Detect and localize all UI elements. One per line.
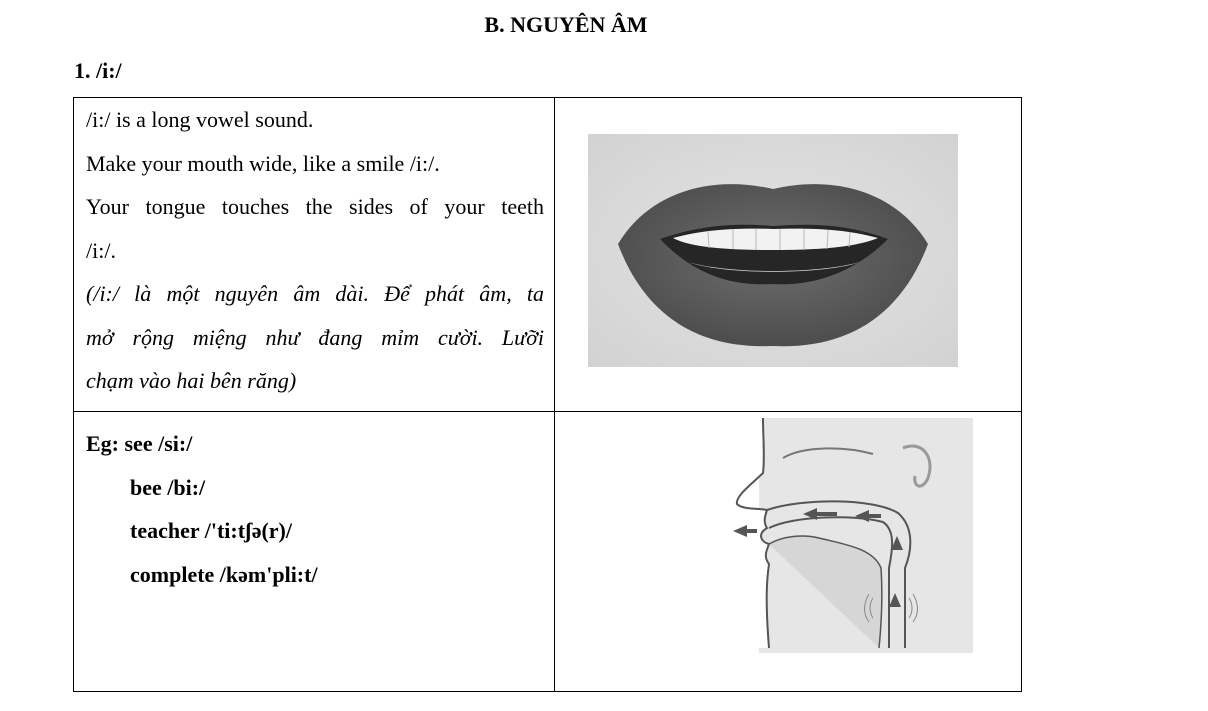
- vowel-table: [73, 97, 1022, 692]
- tongue-diagram-cell: [555, 412, 1022, 692]
- example-line: teacher /'ti:tʃə(r)/: [130, 518, 292, 543]
- description-line: Your tongue touches the sides of your teeth: [86, 194, 544, 219]
- example-line: bee /bi:/: [130, 474, 206, 500]
- page-title: B. NGUYÊN ÂM: [484, 12, 648, 37]
- smiling-lips-image: [588, 134, 958, 367]
- examples-block: [74, 412, 554, 596]
- examples-cell: [74, 412, 555, 692]
- example-line: complete /kəm'pli:t/: [130, 561, 318, 587]
- mouth-image-cell: [555, 98, 1022, 412]
- section-heading: 1. /i:/: [74, 58, 122, 83]
- table-row: [74, 412, 1022, 692]
- description-line: Make your mouth wide, like a smile /i:/.: [86, 150, 440, 176]
- vietnamese-line: (/i:/ là một nguyên âm dài. Để phát âm, ta: [86, 281, 544, 306]
- example-line: Eg: see /si:/: [86, 431, 193, 456]
- description-block: [74, 98, 554, 403]
- description-line: /i:/.: [86, 237, 116, 263]
- vietnamese-line: chạm vào hai bên răng): [86, 368, 297, 393]
- description-line: /i:/ is a long vowel sound.: [86, 107, 314, 132]
- description-cell: [74, 98, 555, 412]
- vietnamese-line: mở rộng miệng như đang mỉm cười. Lưỡi: [86, 324, 544, 350]
- head-cross-section-image: [723, 418, 973, 653]
- table-row: [74, 98, 1022, 412]
